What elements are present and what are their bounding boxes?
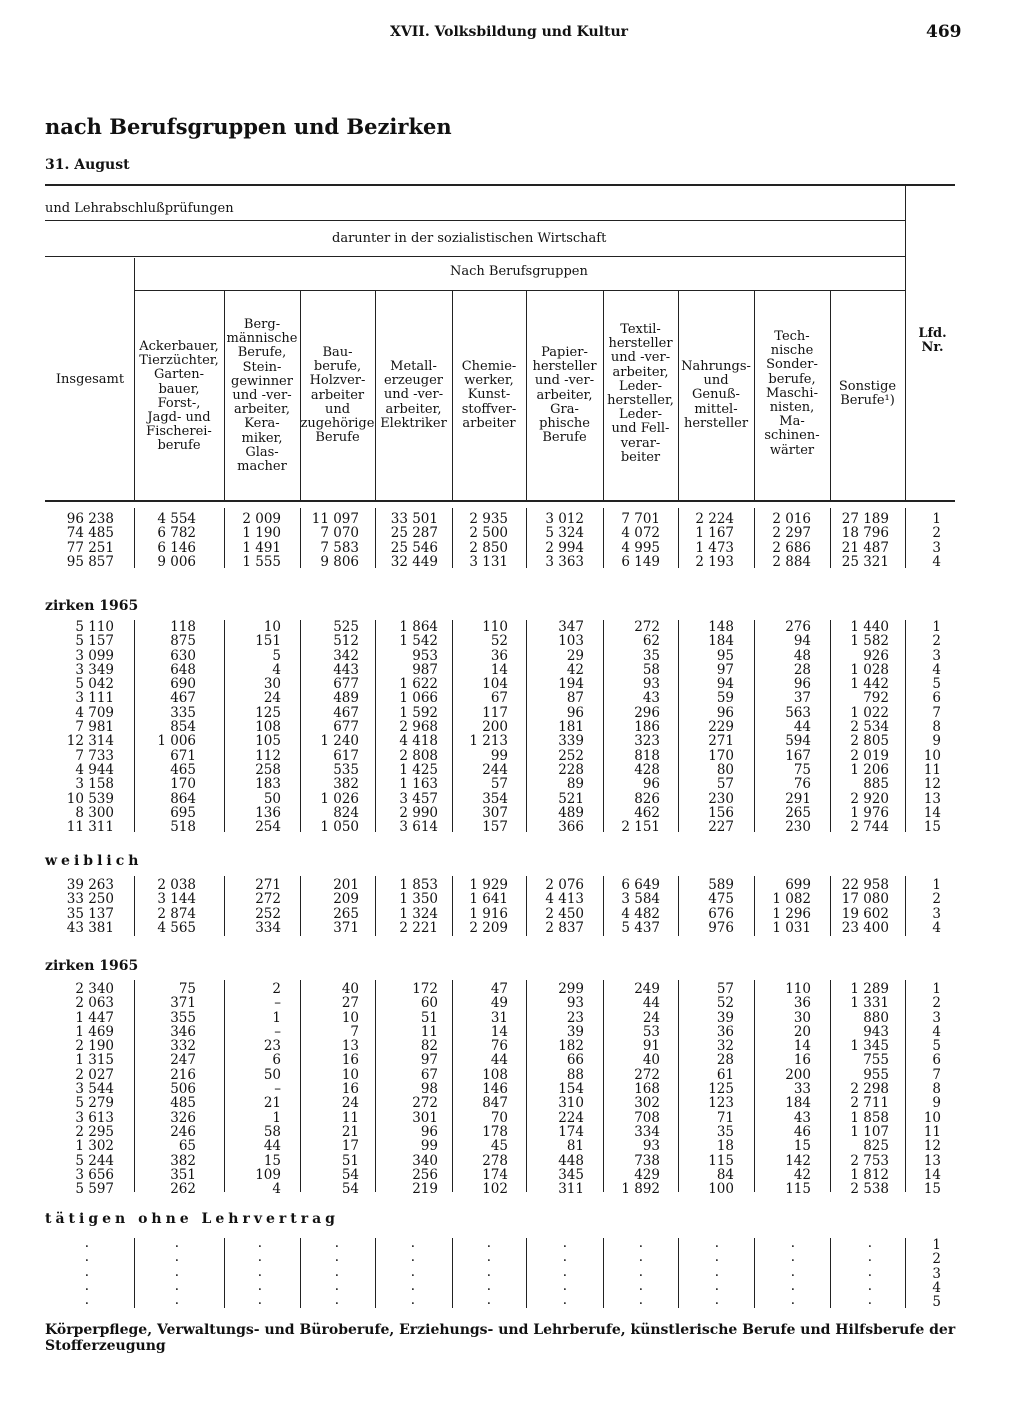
b3-c9: 699 1 082 1 296 1 031 [772, 877, 811, 936]
b2-lfd: 1 2 3 4 5 6 7 8 9 10 11 12 13 14 15 [923, 619, 941, 836]
b5-insgesamt-dots: · · · · · [84, 1239, 89, 1313]
b5-c2-dots: · · · · · [257, 1239, 262, 1313]
b1-lfd: 1 2 3 4 [932, 511, 941, 570]
b2-c1: 118 875 630 648 690 467 335 854 1 006 671 465 170 864 695 518 [157, 619, 196, 836]
b3-lfd: 1 2 3 4 [932, 877, 941, 936]
band-label-1: und Lehrabschlußprüfungen [45, 201, 234, 216]
b1-c7: 7 701 4 072 4 995 6 149 [621, 511, 660, 570]
b3-c4: 1 853 1 350 1 324 2 221 [399, 877, 438, 936]
b2-c5: 110 52 36 14 104 67 117 200 1 213 99 244 57 354 307 157 [469, 619, 508, 836]
b3-c3: 201 209 265 371 [333, 877, 359, 936]
col-header-metal: Metall- erzeuger und -ver- arbeiter, Elektriker [380, 359, 447, 431]
b3-c5: 1 929 1 641 1 916 2 209 [469, 877, 508, 936]
b1-c6: 3 012 5 324 2 994 3 363 [545, 511, 584, 570]
b4-c3: 40 27 10 7 13 16 10 16 24 11 21 17 51 54 54 [341, 981, 359, 1198]
b3-c2: 271 272 252 334 [255, 877, 281, 936]
b3-c7: 6 649 3 584 4 482 5 437 [621, 877, 660, 936]
b1-c5: 2 935 2 500 2 850 3 131 [469, 511, 508, 570]
b5-c6-dots: · · · · · [562, 1239, 567, 1313]
top-rule [45, 184, 955, 186]
b3-c8: 589 475 676 976 [708, 877, 734, 936]
running-head: XVII. Volksbildung und Kultur [390, 24, 629, 40]
b2-c9: 276 94 48 28 96 37 563 44 594 167 75 76 291 265 230 [785, 619, 811, 836]
b1-c1: 4 554 6 782 6 146 9 006 [157, 511, 196, 570]
b1-c2: 2 009 1 190 1 491 1 555 [242, 511, 281, 570]
b4-lfd: 1 2 3 4 5 6 7 8 9 10 11 12 13 14 15 [923, 981, 941, 1198]
b1-c4: 33 501 25 287 25 546 32 449 [390, 511, 438, 570]
b2-c7: 272 62 35 58 93 43 296 186 323 818 428 96 826 462 2 151 [621, 619, 660, 836]
col-header-agriculture: Ackerbauer, Tierzüchter, Garten- bauer, Forst-, Jagd- und Fischerei- berufe [139, 339, 219, 454]
col-header-technical: Tech- nische Sonder- berufe, Maschi- nisten, Ma- schinen- wärter [764, 329, 820, 458]
footnote: Körperpflege, Verwaltungs- und Büroberufe, Erziehungs- und Lehrberufe, künstlerische Berufe und Hilfsberufe der Stofferzeugung [45, 1322, 956, 1354]
b5-c8-dots: · · · · · [714, 1239, 719, 1313]
b5-c10-dots: · · · · · [867, 1239, 872, 1313]
col-header-insgesamt: Insgesamt [55, 372, 125, 387]
b5-c3-dots: · · · · · [334, 1239, 339, 1313]
col-header-construction: Bau- berufe, Holzver- arbeiter und zugehörige Berufe [300, 345, 375, 446]
col-header-mining: Berg- männische Berufe, Stein- gewinner und -ver- arbeiter, Kera- miker, Glas- macher [226, 317, 298, 475]
b1-c10: 27 189 18 796 21 487 25 321 [841, 511, 889, 570]
b1-c9: 2 016 2 297 2 686 2 884 [772, 511, 811, 570]
b5-c7-dots: · · · · · [638, 1239, 643, 1313]
col-header-other: Sonstige Berufe¹) [838, 379, 897, 409]
b2-c6: 347 103 29 42 194 87 96 181 339 252 228 89 521 489 366 [558, 619, 584, 836]
col-header-chemistry: Chemie- werker, Kunst- stoffver- arbeiter [461, 359, 517, 431]
b4-c5: 47 49 31 14 76 44 108 146 847 70 178 45 278 174 102 [482, 981, 508, 1198]
col-header-lfd: Lfd. Nr. [918, 326, 947, 356]
b3-insgesamt: 39 263 33 250 35 137 43 381 [66, 877, 114, 936]
b5-c9-dots: · · · · · [790, 1239, 795, 1313]
b2-c8: 148 184 95 97 94 59 96 229 271 170 80 57 230 156 227 [708, 619, 734, 836]
band-rule-2 [45, 256, 905, 257]
b3-c6: 2 076 4 413 2 450 2 837 [545, 877, 584, 936]
section-districts-2: zirken 1965 [45, 958, 139, 974]
page-title: nach Berufsgruppen und Bezirken [45, 114, 452, 139]
b4-c6: 299 93 23 39 182 66 88 154 310 224 174 81 448 345 311 [558, 981, 584, 1198]
col-header-food: Nahrungs- und Genuß- mittel- hersteller [681, 359, 751, 431]
band-rule-3 [134, 290, 905, 291]
b5-c5-dots: · · · · · [486, 1239, 491, 1313]
b1-c3: 11 097 7 070 7 583 9 806 [311, 511, 359, 570]
b4-c4: 172 60 51 11 82 97 67 98 272 301 96 99 340 256 219 [412, 981, 438, 1198]
band-rule-1 [45, 220, 905, 221]
b4-c7: 249 44 24 53 91 40 272 168 302 708 334 93 738 429 1 892 [621, 981, 660, 1198]
b4-c8: 57 52 39 36 32 28 61 125 123 71 35 18 115 84 100 [708, 981, 734, 1198]
section-without-contract: tätigen ohne Lehrvertrag [45, 1211, 339, 1227]
page-number: 469 [926, 22, 962, 42]
b4-c2: 2 – 1 – 23 6 50 – 21 1 58 44 15 109 4 [255, 981, 281, 1198]
header-bottom-rule [45, 500, 955, 502]
col-header-paper: Papier- hersteller und -ver- arbeiter, Gra- phische Berufe [532, 345, 597, 446]
section-districts-1: zirken 1965 [45, 598, 139, 614]
b4-c1: 75 371 355 346 332 247 216 506 485 326 246 65 382 351 262 [170, 981, 196, 1198]
b4-insgesamt: 2 340 2 063 1 447 1 469 2 190 1 315 2 027 3 544 5 279 3 613 2 295 1 302 5 244 3 656 5 597 [75, 981, 114, 1198]
b3-c1: 2 038 3 144 2 874 4 565 [157, 877, 196, 936]
b2-insgesamt: 5 110 5 157 3 099 3 349 5 042 3 111 4 709 7 981 12 314 7 733 4 944 3 158 10 539 8 300 11 311 [66, 619, 114, 836]
b2-c4: 1 864 1 542 953 987 1 622 1 066 1 592 2 968 4 418 2 808 1 425 1 163 3 457 2 990 3 614 [399, 619, 438, 836]
b5-lfd: 1 2 3 4 5 [932, 1237, 941, 1311]
b3-c10: 22 958 17 080 19 602 23 400 [841, 877, 889, 936]
band-label-2: darunter in der sozialistischen Wirtschaft [332, 231, 607, 246]
b5-c4-dots: · · · · · [410, 1239, 415, 1313]
b4-c9: 110 36 30 20 14 16 200 33 184 43 46 15 142 42 115 [785, 981, 811, 1198]
b4-c10: 1 289 1 331 880 943 1 345 755 955 2 298 2 711 1 858 1 107 825 2 753 1 812 2 538 [850, 981, 889, 1198]
b1-insgesamt: 96 238 74 485 77 251 95 857 [66, 511, 114, 570]
section-weiblich: weiblich [45, 853, 143, 869]
band-label-3: Nach Berufsgruppen [450, 264, 588, 279]
b2-c3: 525 512 342 443 677 489 467 677 1 240 617 535 382 1 026 824 1 050 [320, 619, 359, 836]
b2-c10: 1 440 1 582 926 1 028 1 442 792 1 022 2 534 2 805 2 019 1 206 885 2 920 1 976 2 744 [850, 619, 889, 836]
b2-c2: 10 151 5 4 30 24 125 108 105 112 258 183 50 136 254 [255, 619, 281, 836]
b1-c8: 2 224 1 167 1 473 2 193 [695, 511, 734, 570]
b5-c1-dots: · · · · · [174, 1239, 179, 1313]
col-header-textile: Textil- hersteller und -ver- arbeiter, Leder- hersteller, Leder- und Fell- verar- beiter [607, 322, 674, 465]
page-subtitle: 31. August [45, 157, 130, 173]
